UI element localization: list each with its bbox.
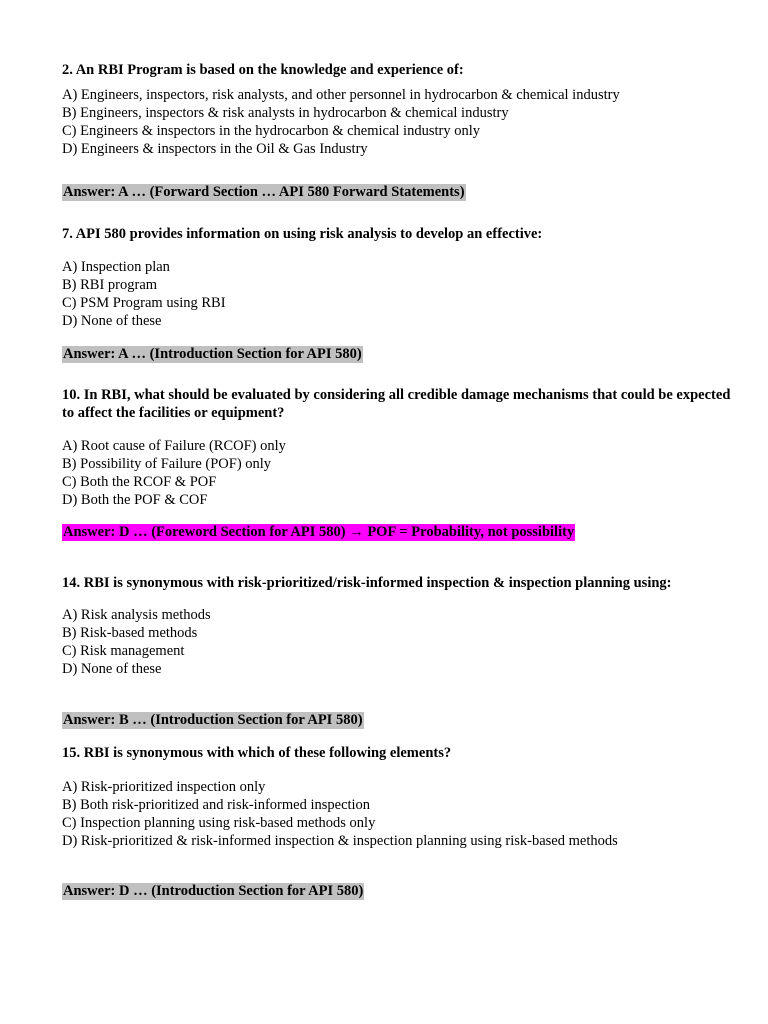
option-item: A) Risk analysis methods <box>62 607 211 623</box>
option-item: D) None of these <box>62 313 162 329</box>
question-text: 14. RBI is synonymous with risk-prioritized/risk-informed inspection & inspection planning using: <box>62 575 672 591</box>
option-item: B) Possibility of Failure (POF) only <box>62 456 272 472</box>
answer-block <box>62 523 742 541</box>
answer-highlight: Answer: B … (Introduction Section for API 580) <box>63 712 363 728</box>
question-block <box>62 61 742 79</box>
question-text: 2. An RBI Program is based on the knowledge and experience of: <box>62 62 464 78</box>
answer-block <box>62 711 742 729</box>
answer-block <box>62 882 742 900</box>
option-item: B) Engineers, inspectors & risk analysts in hydrocarbon & chemical industry <box>62 105 509 121</box>
option-item: C) Both the RCOF & POF <box>62 474 217 490</box>
option-item: B) Both risk-prioritized and risk-informed inspection <box>62 797 371 813</box>
answer-block <box>62 345 742 363</box>
option-item: B) Risk-based methods <box>62 625 198 641</box>
question-text: 15. RBI is synonymous with which of these following elements? <box>62 745 452 761</box>
options-list <box>62 86 742 158</box>
options-list <box>62 437 742 509</box>
answer-block <box>62 183 742 201</box>
question-text: 7. API 580 provides information on using risk analysis to develop an effective: <box>62 226 543 242</box>
answer-highlight: Answer: D … (Introduction Section for API 580) <box>63 883 364 899</box>
option-item: D) Engineers & inspectors in the Oil & Gas Industry <box>62 141 368 157</box>
answer-highlight: Answer: A … (Forward Section … API 580 Forward Statements) <box>63 184 465 200</box>
option-item: C) Engineers & inspectors in the hydrocarbon & chemical industry only <box>62 123 480 139</box>
answer-highlight: Answer: A … (Introduction Section for API 580) <box>63 346 362 362</box>
options-list <box>62 258 742 330</box>
question-text: 10. In RBI, what should be evaluated by considering all credible damage mechanisms that could be expected to affect the facilities or equipment? <box>62 387 731 421</box>
question-block <box>62 744 742 762</box>
option-item: A) Risk-prioritized inspection only <box>62 779 266 795</box>
question-block <box>62 225 742 243</box>
options-list <box>62 606 742 678</box>
option-item: C) Risk management <box>62 643 185 659</box>
option-item: D) Risk-prioritized & risk-informed inspection & inspection planning using risk-based methods <box>62 833 618 849</box>
option-item: C) PSM Program using RBI <box>62 295 226 311</box>
option-item: B) RBI program <box>62 277 158 293</box>
option-item: C) Inspection planning using risk-based methods only <box>62 815 376 831</box>
option-item: A) Engineers, inspectors, risk analysts, and other personnel in hydrocarbon & chemical industry <box>62 87 620 103</box>
option-item: A) Inspection plan <box>62 259 170 275</box>
question-block <box>62 386 742 422</box>
question-block <box>62 574 742 592</box>
answer-highlight: Answer: D … (Foreword Section for API 580) → POF = Probability, not possibility <box>63 524 575 540</box>
option-item: A) Root cause of Failure (RCOF) only <box>62 438 286 454</box>
option-item: D) Both the POF & COF <box>62 492 208 508</box>
options-list <box>62 778 742 850</box>
option-item: D) None of these <box>62 661 162 677</box>
